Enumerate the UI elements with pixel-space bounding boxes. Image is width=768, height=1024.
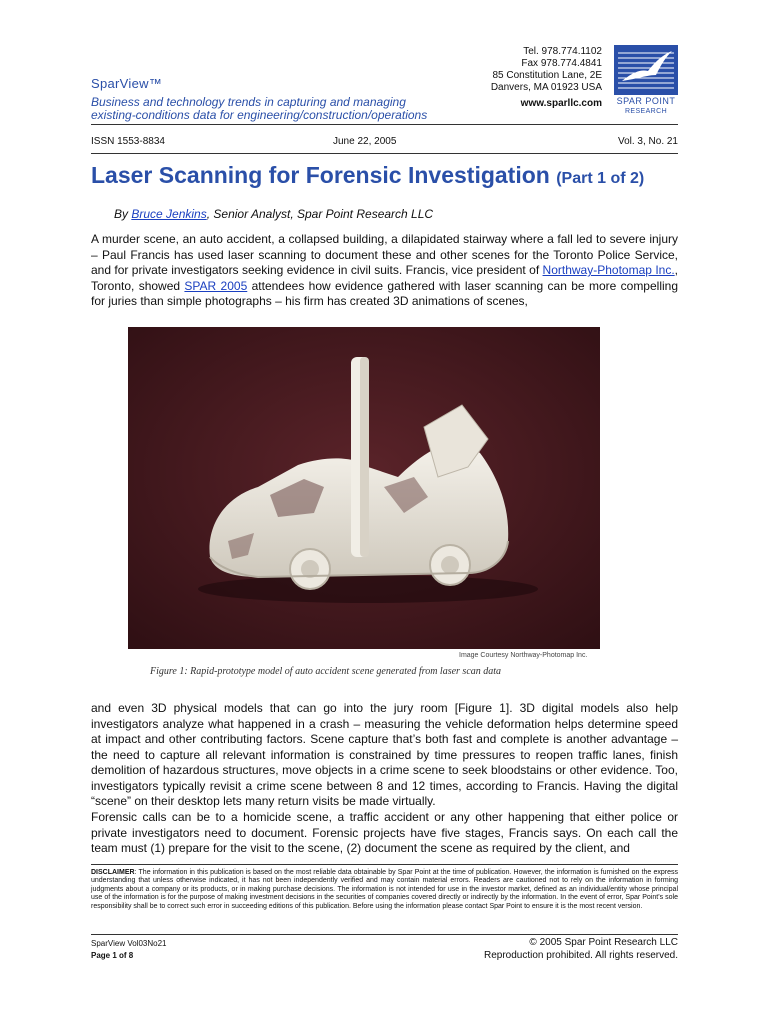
author-role: , Senior Analyst, Spar Point Research LLC — [206, 207, 434, 221]
contact-block — [491, 46, 602, 110]
footer-left — [91, 938, 166, 962]
logo-subtitle: RESEARCH — [624, 108, 668, 115]
newsletter-brand: SparView™ — [91, 76, 163, 91]
disclaimer-rule — [91, 864, 678, 865]
paragraph-intro — [91, 232, 678, 310]
contact-street: 85 Constitution Lane, 2E — [492, 70, 602, 81]
figure-caption: Figure 1: Rapid-prototype model of auto accident scene generated from laser scan data — [150, 666, 502, 677]
disclaimer — [91, 869, 678, 911]
meta-rule — [91, 153, 678, 154]
newsletter-tagline: Business and technology trends in capturing and managing existing-conditions data for engineering/construction/operations — [91, 95, 428, 122]
paragraph-forensic-calls: Forensic calls can be to a homicide scene, a traffic accident or any other happening that either police or private investigators need to document. Forensic projects have five stages, Francis says. On each call the team must (1) prepare for the visit to the scene, (2) document the scene as required by the client, and — [91, 810, 678, 855]
footer-rights: Reproduction prohibited. All rights reserved. — [484, 950, 678, 961]
figure-1-photo — [128, 327, 600, 649]
byline — [114, 207, 433, 221]
issn-number: ISSN 1553-8834 — [91, 136, 165, 147]
figure-credit: Image Courtesy Northway-Photomap Inc. — [459, 652, 588, 659]
contact-city: Danvers, MA 01923 USA — [490, 82, 602, 93]
contact-tel: Tel. 978.774.1102 — [523, 46, 602, 57]
header-rule — [91, 124, 678, 125]
contact-fax: Fax 978.774.4841 — [521, 58, 602, 69]
footer-page-number: Page 1 of 8 — [91, 951, 134, 960]
northway-photomap-link[interactable]: Northway-Photomap Inc. — [542, 263, 675, 277]
spar-point-logo-icon — [614, 45, 678, 95]
footer-rule — [91, 934, 678, 935]
article-part: (Part 1 of 2) — [556, 170, 645, 187]
paragraph-intro-text-1: A murder scene, an auto accident, a collapsed building, a dilapidated stairway where a fall led to severe injury – Paul Francis has used laser scanning to document these and other scenes for the Toronto Police Service, and for private investigators seeking evidence in civil suits. Francis, vice president of — [91, 232, 678, 277]
paragraph-intro-text-3: attendees how evidence gathered with laser scanning can be more compelling for juries than simple photographs – his firm has created 3D animations of scenes, — [91, 278, 679, 308]
footer-copyright: © 2005 Spar Point Research LLC — [529, 937, 678, 948]
paragraph-models: and even 3D physical models that can go into the jury room [Figure 1]. 3D digital models also help investigators analyze what happened in a crash – measuring the vehicle deformation helps determine speed at impact and other contributing factors. Scene capture that’s both fast and complete is another advantage – the need to capture all relevant information is constrained by time pressures to reopen traffic lanes, finish demolition of hazardous structures, move objects in a crime scene to seek bloodstains or other evidence. Too, investigators typically revisit a crime scene between 8 and 12 times, according to Francis. Having the digital “scene” on their desktop lets many return visits be made virtually. — [91, 701, 678, 808]
article-title — [91, 162, 644, 189]
disclaimer-label: DISCLAIMER — [91, 869, 135, 876]
contact-website: www.sparllc.com — [520, 98, 602, 109]
disclaimer-text: : The information in this publication is based on the most reliable data obtainable by Spar Point at the time of publication. However, the information is furnished on the express understanding that unless otherwise indicated, it has not been independently verified and may contain material errors. Readers are cautioned not to rely on the information in forming judgments about a company or its products, or in making purchase decisions. The information is not intended for use in the investor market, defined as an individual/entity whose principal use of the information is for the purpose of making investment decisions in the securities of companies covered directly or indirectly by the information. In the event of error, Spar Point’s sole responsibility shall be to correct such error in succeeding editions of this publication. Before using the information please contact Spar Point to ensure it is the most recent version. — [91, 869, 678, 910]
paragraph-intro-text-2: , Toronto, showed — [91, 263, 678, 293]
footer-right — [484, 936, 678, 962]
footer-doc-id: SparView Vol03No21 — [91, 939, 167, 948]
article-title-text: Laser Scanning for Forensic Investigation — [91, 162, 550, 188]
author-link[interactable]: Bruce Jenkins — [131, 207, 207, 221]
issue-date: June 22, 2005 — [333, 136, 397, 147]
spar-2005-link[interactable]: SPAR 2005 — [184, 278, 248, 293]
byline-prefix: By — [114, 207, 132, 221]
volume-number: Vol. 3, No. 21 — [617, 136, 678, 147]
logo-wordmark: SPAR POINT — [616, 96, 676, 106]
